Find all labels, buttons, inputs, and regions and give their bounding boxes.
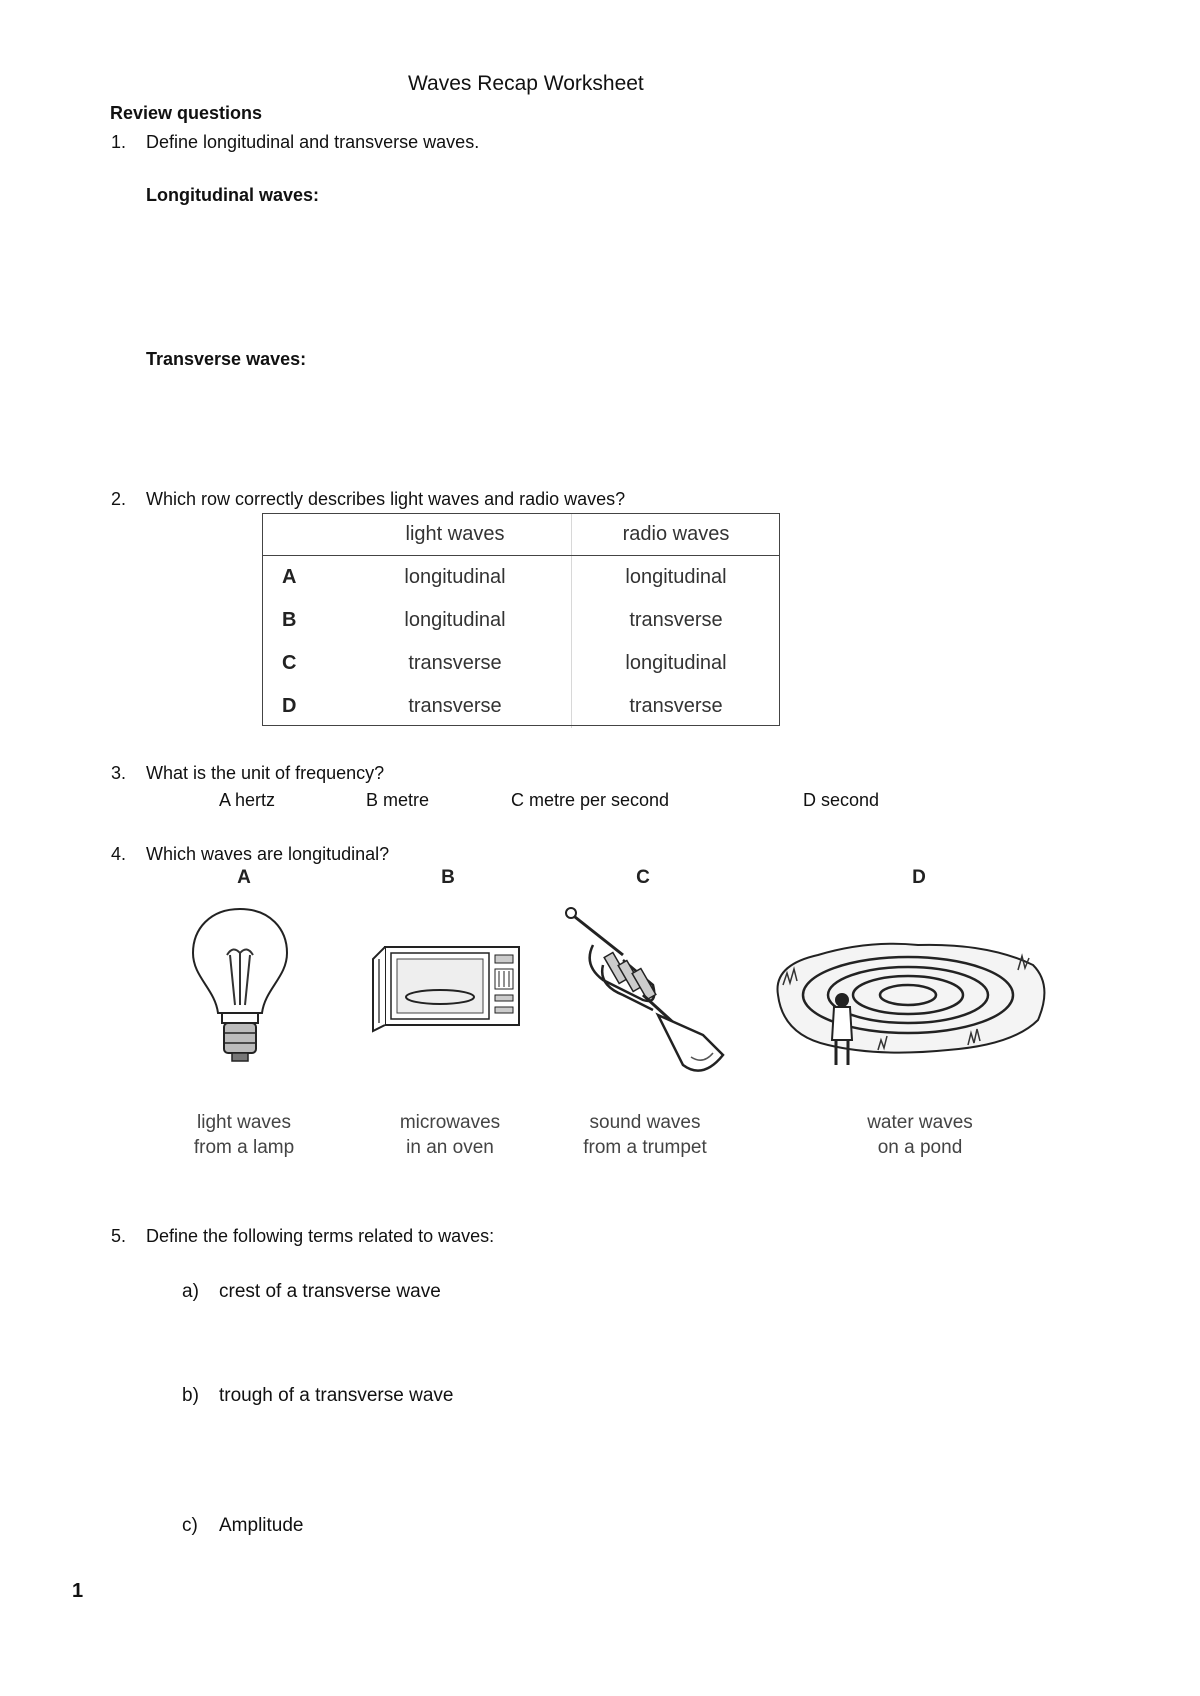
table-row: [262, 556, 780, 600]
row-letter: B: [282, 609, 297, 631]
q1-longitudinal-label: Longitudinal waves:: [146, 185, 320, 205]
trumpet-icon: [563, 905, 733, 1085]
radio-cell: longitudinal: [625, 566, 727, 588]
page-title: Waves Recap Worksheet: [408, 72, 644, 95]
q5-number: 5.: [111, 1226, 127, 1246]
q2-number: 2.: [111, 489, 127, 509]
caption-c-line2: from a trumpet: [583, 1137, 707, 1158]
table-row: [262, 685, 780, 728]
q1-number: 1.: [111, 132, 127, 152]
q5-text: Define the following terms related to waves:: [146, 1226, 495, 1246]
light-bulb-icon: [185, 905, 295, 1075]
picture-letter-b: B: [441, 867, 455, 888]
answer-table: [262, 513, 780, 728]
radio-cell: transverse: [629, 695, 723, 717]
page-number: 1: [72, 1580, 84, 1602]
q5-item-c-label: c): [182, 1515, 198, 1536]
caption-b-line1: microwaves: [399, 1112, 501, 1133]
q4-number: 4.: [111, 844, 127, 864]
caption-c-line1: sound waves: [589, 1112, 701, 1133]
table-row: [262, 599, 780, 642]
row-letter: D: [282, 695, 297, 717]
caption-a-line1: light waves: [197, 1112, 291, 1133]
q5-item-c-text: Amplitude: [219, 1515, 304, 1536]
radio-cell: transverse: [629, 609, 723, 631]
picture-letter-d: D: [912, 867, 926, 888]
picture-letter-a: A: [237, 867, 251, 888]
pond-ripples-icon: [768, 925, 1050, 1085]
table-header-cell: radio waves: [572, 513, 781, 556]
q1-transverse-label: Transverse waves:: [146, 349, 307, 369]
row-letter: A: [282, 566, 297, 588]
table-header-cell: light waves: [339, 513, 572, 556]
radio-cell: longitudinal: [625, 652, 727, 674]
q3-option-c: C metre per second: [511, 790, 670, 810]
table-row: [262, 642, 780, 685]
caption-b-line2: in an oven: [406, 1137, 494, 1158]
q3-option-b: B metre: [366, 790, 430, 810]
q3-option-d: D second: [803, 790, 880, 810]
q5-item-a-label: a): [182, 1281, 199, 1302]
table-header-row: [262, 513, 780, 556]
q4-text: Which waves are longitudinal?: [146, 844, 390, 864]
row-letter: C: [282, 652, 297, 674]
microwave-oven-icon: [371, 935, 523, 1035]
section-heading: Review questions: [110, 103, 263, 123]
q5-item-b-text: trough of a transverse wave: [219, 1385, 454, 1406]
q3-option-a: A hertz: [219, 790, 276, 810]
light-cell: transverse: [339, 642, 572, 685]
q2-text: Which row correctly describes light waves and radio waves?: [146, 489, 626, 509]
picture-letter-c: C: [636, 867, 650, 888]
light-cell: longitudinal: [339, 556, 572, 600]
q1-text: Define longitudinal and transverse waves.: [146, 132, 480, 152]
q3-number: 3.: [111, 763, 127, 783]
caption-d-line1: water waves: [867, 1112, 973, 1133]
light-cell: longitudinal: [339, 599, 572, 642]
caption-d-line2: on a pond: [877, 1137, 963, 1158]
light-cell: transverse: [339, 685, 572, 728]
caption-a-line2: from a lamp: [193, 1137, 295, 1158]
table-header-cell: [262, 513, 339, 556]
q3-text: What is the unit of frequency?: [146, 763, 385, 783]
q5-item-a-text: crest of a transverse wave: [219, 1281, 441, 1302]
q5-item-b-label: b): [182, 1385, 199, 1406]
